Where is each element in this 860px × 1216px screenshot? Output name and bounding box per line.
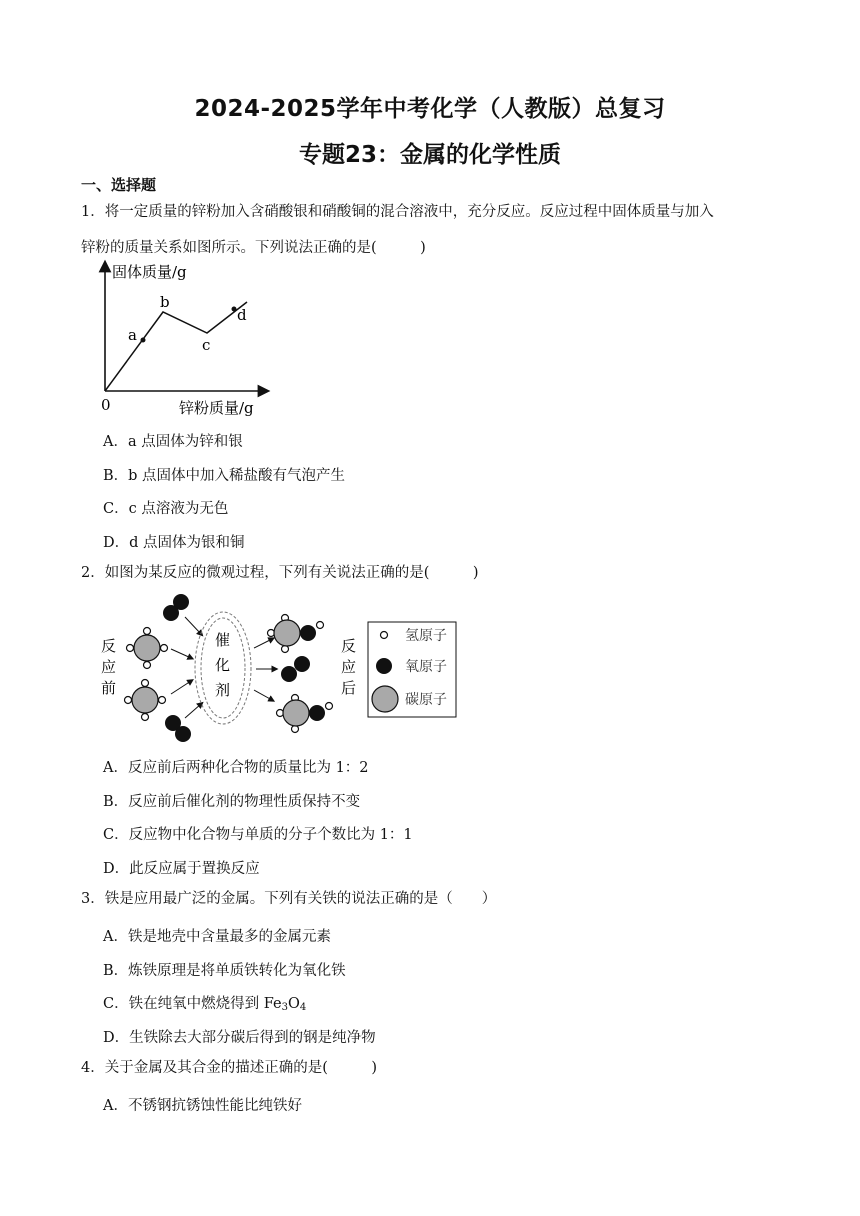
catalyst-label-3: 剂 (215, 681, 231, 699)
question-3-option-c[interactable] (103, 992, 306, 1013)
ch3oh-bottom-h4 (326, 703, 333, 710)
question-2-stem: 2．如图为某反应的微观过程，下列有关说法正确的是( ) (81, 565, 479, 581)
ch4-top-h4 (161, 645, 168, 652)
question-3-option-c-mid: O (287, 996, 300, 1012)
legend-carbon-label: 碳原子 (405, 692, 447, 708)
legend-hydrogen-label: 氢原子 (405, 628, 447, 644)
graph-y-label: 固体质量/g (112, 263, 187, 281)
o2-top-atom-2 (163, 605, 179, 621)
question-3-option-c-sub2: 4 (299, 1002, 307, 1013)
question-1-option-b[interactable]: B．b 点固体中加入稀盐酸有气泡产生 (103, 468, 346, 484)
arrow-out-1 (254, 639, 272, 648)
graph-label-d: d (237, 306, 247, 324)
ch4-top-h3 (127, 645, 134, 652)
graph-point-a (141, 338, 146, 343)
question-2-option-b[interactable]: B．反应前后催化剂的物理性质保持不变 (103, 794, 361, 810)
reaction-diagram (98, 592, 458, 742)
ch3oh-top-carbon (274, 620, 300, 646)
graph-point-d (232, 307, 237, 312)
ch4-bottom-h2 (142, 714, 149, 721)
catalyst-label-1: 催 (215, 631, 231, 649)
document-subtitle: 专题23：金属的化学性质 (298, 142, 561, 168)
before-label-3: 前 (101, 679, 117, 697)
after-label-1: 反 (341, 637, 357, 655)
question-3-option-a[interactable]: A．铁是地壳中含量最多的金属元素 (103, 929, 331, 945)
question-1-option-a[interactable]: A．a 点固体为锌和银 (103, 434, 243, 450)
graph-label-b: b (160, 293, 170, 311)
ch4-bottom-h4 (159, 697, 166, 704)
after-label-3: 后 (341, 679, 357, 697)
before-label-2: 应 (101, 658, 117, 676)
question-1-option-c[interactable]: C．c 点溶液为无色 (103, 501, 229, 517)
question-4-option-a[interactable]: A．不锈钢抗锈蚀性能比纯铁好 (103, 1098, 302, 1114)
graph-origin-label: 0 (101, 396, 111, 414)
ch4-bottom-h3 (125, 697, 132, 704)
question-1-option-d[interactable]: D．d 点固体为银和铜 (103, 535, 245, 551)
ch4-top-h1 (144, 628, 151, 635)
question-3-option-c-sub1: 3 (281, 1002, 288, 1013)
legend-oxygen-label: 氧原子 (405, 659, 447, 675)
question-3-option-c-text: C．铁在纯氧中燃烧得到 Fe (103, 996, 282, 1012)
question-3-option-b[interactable]: B．炼铁原理是将单质铁转化为氧化铁 (103, 963, 346, 979)
question-2-option-c[interactable]: C．反应物中化合物与单质的分子个数比为 1：1 (103, 827, 413, 843)
question-2-option-a[interactable]: A．反应前后两种化合物的质量比为 1：2 (103, 760, 369, 776)
ch3oh-top-h4 (317, 622, 324, 629)
ch3oh-top-oxygen (300, 625, 316, 641)
ch4-top-carbon (134, 635, 160, 661)
arrow-out-3 (254, 690, 272, 700)
section-heading: 一、选择题 (81, 176, 157, 194)
question-3-option-d[interactable]: D．生铁除去大部分碳后得到的钢是纯净物 (103, 1030, 376, 1046)
arrow-in-1 (185, 617, 201, 634)
o2-bottom-atom-2 (175, 726, 191, 742)
arrow-in-4 (185, 704, 201, 718)
ch3oh-bottom-oxygen (309, 705, 325, 721)
ch4-bottom-h1 (142, 680, 149, 687)
graph-curve (105, 302, 247, 391)
ch3oh-bottom-carbon (283, 700, 309, 726)
graph-label-a: a (128, 326, 137, 344)
question-2-option-d[interactable]: D．此反应属于置换反应 (103, 861, 260, 877)
o2-middle-atom-1 (294, 656, 310, 672)
arrow-in-3 (171, 681, 191, 694)
graph-x-label: 锌粉质量/g (179, 399, 254, 417)
graph-label-c: c (202, 336, 211, 354)
o2-middle-atom-2 (281, 666, 297, 682)
ch4-top-h2 (144, 662, 151, 669)
catalyst-label-2: 化 (215, 656, 231, 674)
question-1-stem-line1: 1．将一定质量的锌粉加入含硝酸银和硝酸铜的混合溶液中，充分反应。反应过程中固体质量与加入 (81, 204, 714, 220)
question-4-stem: 4．关于金属及其合金的描述正确的是( ) (81, 1060, 378, 1076)
after-label-2: 应 (341, 658, 357, 676)
mass-graph (96, 262, 276, 422)
question-1-stem-line2: 锌粉的质量关系如图所示。下列说法正确的是( ) (81, 240, 426, 256)
arrow-in-2 (171, 649, 191, 658)
legend-oxygen-icon (376, 658, 392, 674)
legend-carbon-icon (372, 686, 398, 712)
question-3-stem: 3．铁是应用最广泛的金属。下列有关铁的说法正确的是（ ） (81, 891, 497, 907)
before-label-1: 反 (101, 637, 117, 655)
legend-hydrogen-icon (381, 632, 388, 639)
ch4-bottom-carbon (132, 687, 158, 713)
document-title: 2024-2025学年中考化学（人教版）总复习 (194, 96, 666, 122)
